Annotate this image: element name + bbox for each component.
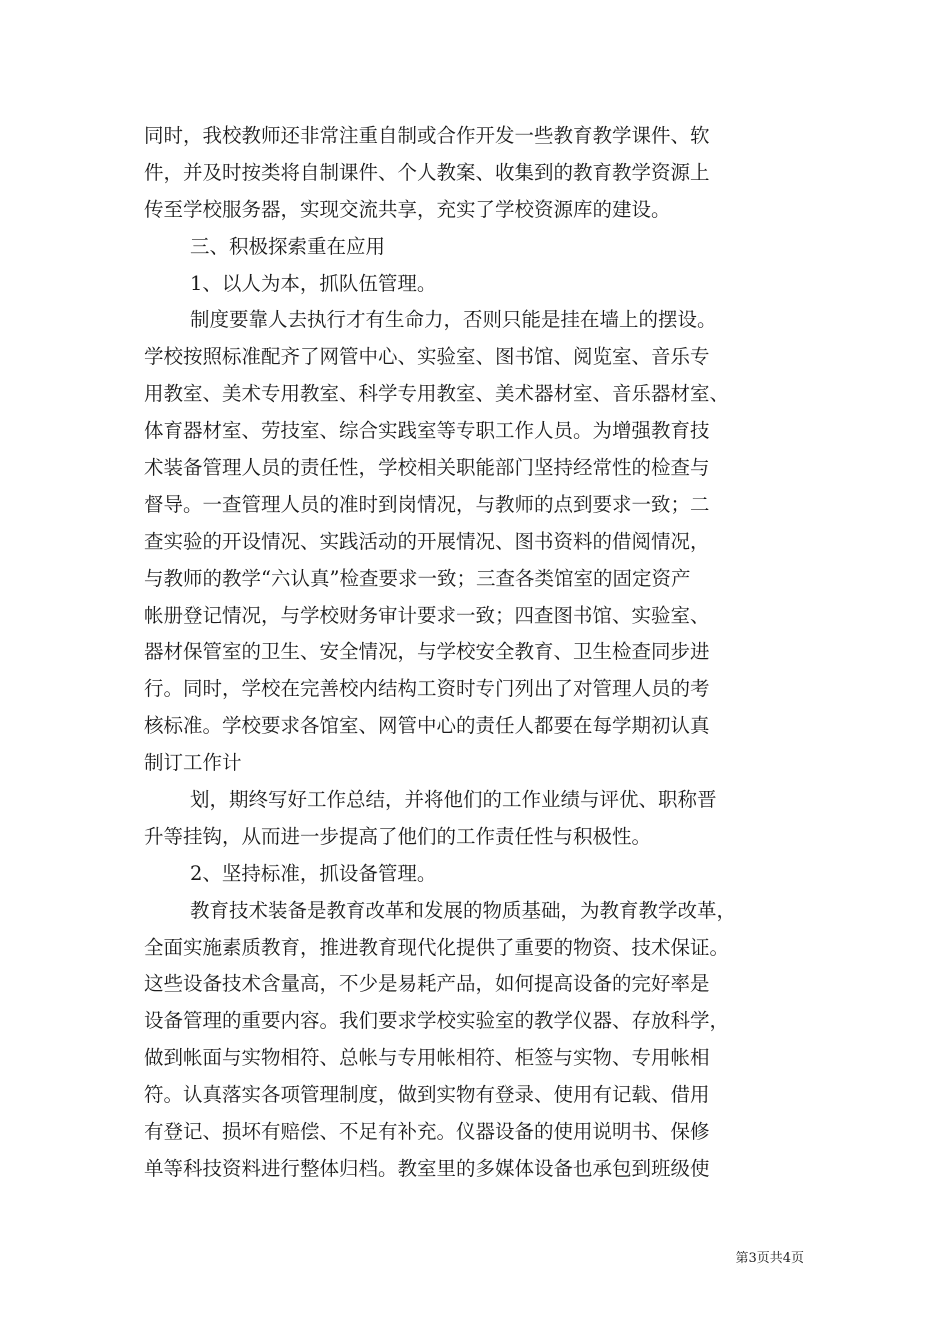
paragraph-start: 划，期终写好工作总结，并将他们的工作业绩与评优、职称晋 [190,788,717,812]
text-line: 传至学校服务器，实现交流共享，充实了学校资源库的建设。 [144,197,671,221]
text-line: 做到帐面与实物相符、总帐与专用帐相符、柜签与实物、专用帐相 [144,1046,710,1070]
text-line: 核标准。学校要求各馆室、网管中心的责任人都要在每学期初认真 [144,714,710,738]
text-line: 体育器材室、劳技室、综合实践室等专职工作人员。为增强教育技 [144,419,710,443]
text-line: 有登记、损坏有赔偿、不足有补充。仪器设备的使用说明书、保修 [144,1120,710,1144]
page-number: 第3页共4页 [735,1251,804,1266]
text-line: 器材保管室的卫生、安全情况，与学校安全教育、卫生检查同步进 [144,640,710,664]
text-line: 行。同时，学校在完善校内结构工资时专门列出了对管理人员的考 [144,677,710,701]
text-line: 符。认真落实各项管理制度，做到实物有登录、使用有记载、借用 [144,1083,710,1107]
text-line: 升等挂钩，从而进一步提高了他们的工作责任性与积极性。 [144,824,652,848]
text-line: 这些设备技术含量高，不少是易耗产品，如何提高设备的完好率是 [144,972,710,996]
text-line: 与教师的教学“六认真”检查要求一致；三查各类馆室的固定资产 [144,566,691,590]
text-line: 同时，我校教师还非常注重自制或合作开发一些教育教学课件、软 [144,124,710,147]
document-body [144,118,834,1188]
section-heading: 三、积极探索重在应用 [190,234,386,258]
subsection-heading: 2、坚持标准，抓设备管理。 [190,861,437,885]
text-line: 督导。一查管理人员的准时到岗情况，与教师的点到要求一致；二 [144,492,710,516]
text-line: 设备管理的重要内容。我们要求学校实验室的教学仪器、存放科学， [144,1009,730,1033]
paragraph-start: 制度要靠人去执行才有生命力，否则只能是挂在墙上的摆设。 [190,308,717,332]
text-line: 全面实施素质教育，推进教育现代化提供了重要的物资、技术保证。 [144,935,730,959]
text-line: 制订工作计 [144,751,242,775]
subsection-heading: 1、以人为本，抓队伍管理。 [190,271,437,295]
text-line: 查实验的开设情况、实践活动的开展情况、图书资料的借阅情况， [144,529,710,553]
text-line: 学校按照标准配齐了网管中心、实验室、图书馆、阅览室、音乐专 [144,345,710,369]
text-line: 用教室、美术专用教室、科学专用教室、美术器材室、音乐器材室、 [144,382,730,406]
text-line: 件，并及时按类将自制课件、个人教案、收集到的教育教学资源上 [144,160,710,184]
text-line: 帐册登记情况，与学校财务审计要求一致；四查图书馆、实验室、 [144,603,710,627]
text-line: 单等科技资料进行整体归档。教室里的多媒体设备也承包到班级使 [144,1156,710,1180]
paragraph-start: 教育技术装备是教育改革和发展的物质基础，为教育教学改革， [190,898,737,922]
text-line: 术装备管理人员的责任性，学校相关职能部门坚持经常性的检查与 [144,456,710,480]
